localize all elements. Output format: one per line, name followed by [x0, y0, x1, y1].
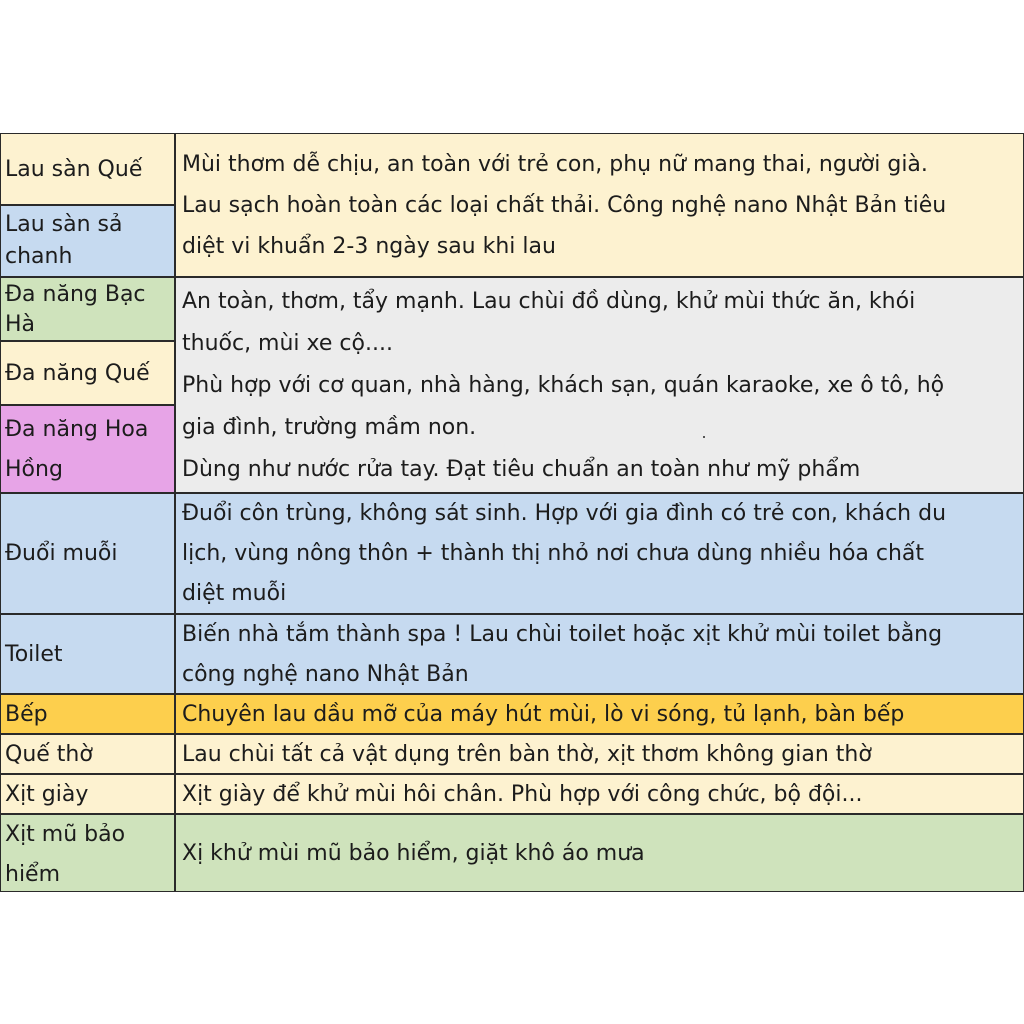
desc-line: Đuổi côn trùng, không sát sinh. Hợp với gia đình có trẻ con, khách du	[182, 501, 947, 526]
label-bep	[0, 694, 175, 734]
label-xit-mu-bao-hiem	[0, 814, 175, 892]
label-line: Lau sàn Quế	[5, 157, 143, 182]
desc-line: An toàn, thơm, tẩy mạnh. Lau chùi đồ dùng, khử mùi thức ăn, khói	[182, 289, 916, 314]
desc-que-tho	[175, 734, 1024, 774]
label-line: Đa năng Bạc	[5, 282, 146, 307]
desc-line: Phù hợp với cơ quan, nhà hàng, khách sạn, quán karaoke, xe ô tô, hộ	[182, 373, 945, 398]
label-line: Xịt giày	[5, 782, 89, 807]
desc-xit-mu-bao-hiem	[175, 814, 1024, 892]
desc-line: Xịt giày để khử mùi hôi chân. Phù hợp với công chức, bộ đội...	[182, 782, 863, 807]
desc-da-nang	[175, 277, 1024, 493]
label-line: Hà	[5, 312, 36, 337]
desc-toilet	[175, 614, 1024, 694]
desc-line: lịch, vùng nông thôn + thành thị nhỏ nơi chưa dùng nhiều hóa chất	[182, 541, 925, 566]
label-line: Hồng	[5, 457, 63, 482]
desc-line: Lau chùi tất cả vật dụng trên bàn thờ, xịt thơm không gian thờ	[182, 742, 872, 767]
label-que-tho	[0, 734, 175, 774]
desc-line: Chuyên lau dầu mỡ của máy hút mùi, lò vi sóng, tủ lạnh, bàn bếp	[182, 702, 905, 727]
label-line: Đuổi muỗi	[5, 541, 118, 566]
label-toilet	[0, 614, 175, 694]
label-duoi-muoi	[0, 493, 175, 614]
label-line: Quế thờ	[5, 742, 93, 767]
desc-line: công nghệ nano Nhật Bản	[182, 662, 469, 687]
label-line: Bếp	[5, 702, 48, 727]
label-line: hiểm	[5, 862, 61, 887]
desc-line: Lau sạch hoàn toàn các loại chất thải. Công nghệ nano Nhật Bản tiêu	[182, 193, 947, 218]
desc-line: gia đình, trường mầm non.	[182, 415, 477, 440]
desc-duoi-muoi	[175, 493, 1024, 614]
desc-line: thuốc, mùi xe cộ....	[182, 331, 393, 356]
desc-bep	[175, 694, 1024, 734]
desc-line: diệt vi khuẩn 2-3 ngày sau khi lau	[182, 234, 556, 259]
label-da-nang-hoa-hong	[0, 405, 175, 493]
label-da-nang-bac-ha	[0, 277, 175, 341]
label-line: Đa năng Hoa	[5, 417, 149, 442]
desc-line: Xị khử mùi mũ bảo hiểm, giặt khô áo mưa	[182, 841, 645, 866]
desc-lau-san	[175, 133, 1024, 277]
desc-line: diệt muỗi	[182, 581, 287, 606]
label-line: chanh	[5, 244, 73, 269]
product-table	[0, 133, 1024, 892]
label-xit-giay	[0, 774, 175, 814]
label-line: Toilet	[5, 642, 63, 667]
label-lau-san-sa-chanh	[0, 205, 175, 277]
label-da-nang-que	[0, 341, 175, 405]
label-line: Lau sàn sả	[5, 212, 123, 237]
label-lau-san-que	[0, 133, 175, 205]
desc-line: Dùng như nước rửa tay. Đạt tiêu chuẩn an toàn như mỹ phẩm	[182, 457, 861, 482]
label-line: Đa năng Quế	[5, 361, 150, 386]
stray-dot	[703, 436, 705, 438]
desc-xit-giay	[175, 774, 1024, 814]
desc-line: Biến nhà tắm thành spa ! Lau chùi toilet hoặc xịt khử mùi toilet bằng	[182, 622, 943, 647]
desc-line: Mùi thơm dễ chịu, an toàn với trẻ con, phụ nữ mang thai, người già.	[182, 152, 928, 177]
label-line: Xịt mũ bảo	[5, 822, 126, 847]
